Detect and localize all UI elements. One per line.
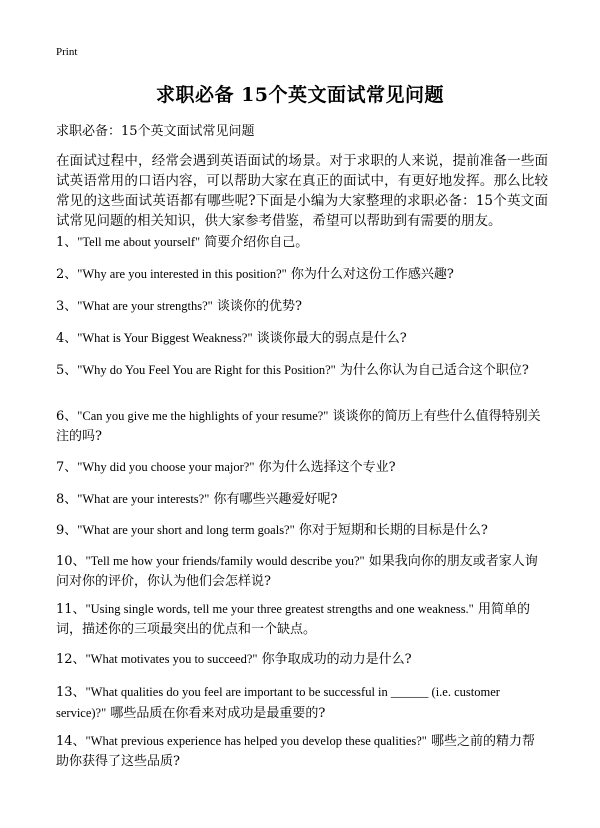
question-item xyxy=(56,682,548,724)
question-chinese: 谈谈你最大的弱点是什么? xyxy=(256,331,407,346)
question-number: 11、 xyxy=(56,602,86,617)
question-english: "Why do You Feel You are Right for this Position?" xyxy=(77,363,336,377)
question-number: 10、 xyxy=(56,554,86,569)
subtitle: 求职必备：15个英文面试常见问题 xyxy=(56,124,255,139)
question-english: "Why are you interested in this position?" xyxy=(77,267,287,281)
question-chinese: 简要介绍你自己。 xyxy=(204,235,309,250)
question-chinese: 用简单的词，描述你的三项最突出的优点和一个缺点。 xyxy=(56,602,530,637)
question-chinese: 你为什么选择这个专业? xyxy=(258,460,396,475)
question-item xyxy=(56,232,548,253)
question-english: "What is Your Biggest Weakness?" xyxy=(77,331,253,345)
question-number: 7、 xyxy=(56,460,78,475)
question-number: 2、 xyxy=(56,267,78,282)
question-number: 1、 xyxy=(56,235,78,250)
question-number: 9、 xyxy=(56,523,78,538)
question-item xyxy=(56,264,548,285)
print-label[interactable]: Print xyxy=(56,46,78,58)
question-english: "What qualities do you feel are important to be successful in ______ (i.e. customer service)?" xyxy=(56,685,500,720)
question-item xyxy=(56,649,548,670)
question-item xyxy=(56,296,548,317)
question-chinese: 你争取成功的动力是什么? xyxy=(261,652,412,667)
question-item xyxy=(56,731,548,772)
question-number: 3、 xyxy=(56,299,78,314)
question-item xyxy=(56,599,548,640)
question-english: "Tell me how your friends/family would describe you?" xyxy=(85,554,365,568)
intro-paragraph: 在面试过程中，经常会遇到英语面试的场景。对于求职的人来说，提前准备一些面试英语常用的口语内容，可以帮助大家在真正的面试中，有更好地发挥。那么比较常见的这些面试英语都有哪些呢?下面是小编为大家整理的求职必备：15个英文面试常见问题的相关知识，供大家参考借鉴，希望可以帮助到有需要的朋友。 xyxy=(56,153,548,229)
question-english: "Tell me about yourself" xyxy=(77,235,201,249)
question-number: 6、 xyxy=(56,409,78,424)
question-english: "What are your short and long term goals?" xyxy=(77,523,295,537)
question-english: "Using single words, tell me your three greatest strengths and one weakness." xyxy=(85,602,474,616)
question-item xyxy=(56,520,548,541)
question-number: 8、 xyxy=(56,492,78,507)
question-number: 13、 xyxy=(56,685,86,700)
question-item xyxy=(56,360,548,381)
question-chinese: 谈谈你的优势? xyxy=(216,299,302,314)
question-item xyxy=(56,328,548,349)
question-english: "Why did you choose your major?" xyxy=(77,460,255,474)
question-chinese: 你为什么对这份工作感兴趣? xyxy=(290,267,454,282)
question-english: "Can you give me the highlights of your resume?" xyxy=(77,409,329,423)
question-number: 14、 xyxy=(56,734,86,749)
page-title: 求职必备 15个英文面试常见问题 xyxy=(155,84,445,106)
question-chinese: 谈谈你的简历上有些什么值得特别关注的吗? xyxy=(56,409,541,444)
question-chinese: 如果我向你的朋友或者家人询问对你的评价，你认为他们会怎样说? xyxy=(56,554,538,589)
question-item xyxy=(56,406,548,447)
question-item xyxy=(56,551,548,592)
question-chinese: 哪些品质在你看来对成功是最重要的? xyxy=(110,706,326,721)
question-number: 4、 xyxy=(56,331,78,346)
question-chinese: 哪些之前的精力帮助你获得了这些品质? xyxy=(56,734,536,769)
question-chinese: 你对于短期和长期的目标是什么? xyxy=(298,523,488,538)
question-number: 5、 xyxy=(56,363,78,378)
question-english: "What motivates you to succeed?" xyxy=(85,652,258,666)
question-chinese: 你有哪些兴趣爱好呢? xyxy=(213,492,338,507)
question-english: "What are your strengths?" xyxy=(77,299,213,313)
question-chinese: 为什么你认为自己适合这个职位? xyxy=(339,363,529,378)
question-english: "What are your interests?" xyxy=(77,492,210,506)
question-number: 12、 xyxy=(56,652,86,667)
question-item xyxy=(56,489,548,510)
question-item xyxy=(56,457,548,478)
question-english: "What previous experience has helped you develop these qualities?" xyxy=(85,734,427,748)
